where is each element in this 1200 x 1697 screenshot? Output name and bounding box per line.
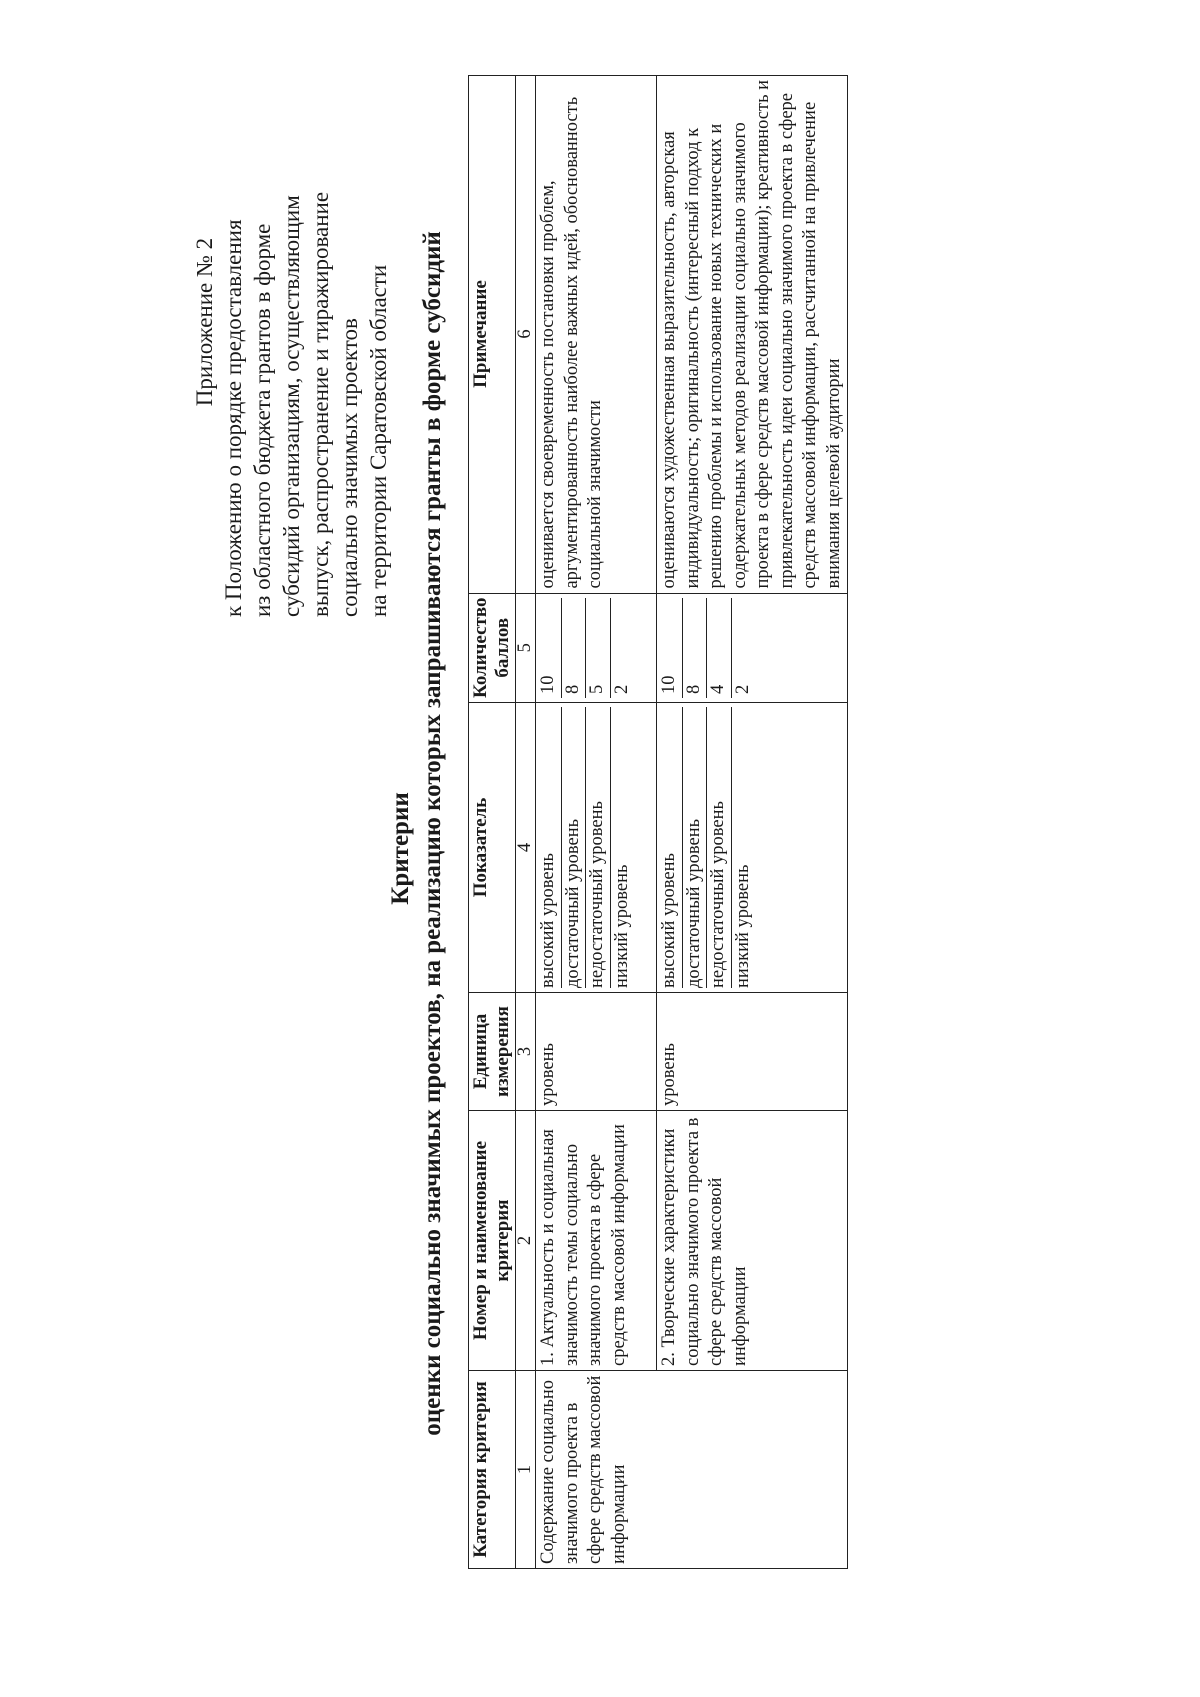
score-item: 10 xyxy=(537,598,562,698)
criterion-cell: 1. Актуальность и социальная значимость темы социально значимого проекта в сфере средств массовой информации xyxy=(536,1111,657,1371)
indicator-item: низкий уровень xyxy=(611,864,632,988)
appendix-line: на территории Саратовской области xyxy=(366,264,391,617)
table-row xyxy=(657,75,848,1568)
table-row xyxy=(536,75,657,1568)
indicator-item: низкий уровень xyxy=(732,864,753,988)
indicator-item: достаточный уровень xyxy=(562,707,587,988)
header-indicator: Показатель xyxy=(469,703,516,993)
score-item: 10 xyxy=(658,598,683,698)
header-score: Количество баллов xyxy=(469,593,516,702)
score-item: 8 xyxy=(683,598,708,698)
appendix-title: Приложение № 2 xyxy=(192,237,217,407)
criteria-table xyxy=(468,75,848,1569)
indicator-item: недостаточный уровень xyxy=(707,707,732,988)
table-header-row xyxy=(469,75,516,1568)
document-heading xyxy=(385,0,449,1697)
score-item: 2 xyxy=(611,684,632,694)
appendix-block xyxy=(190,57,393,617)
score-cell xyxy=(657,593,848,702)
column-number: 1 xyxy=(516,1371,536,1569)
column-number: 5 xyxy=(516,593,536,702)
indicator-cell xyxy=(657,703,848,993)
heading-title: Критерии xyxy=(387,792,414,905)
criterion-cell: 2. Творческие характеристики социально значимого проекта в сфере средств массовой информации xyxy=(657,1111,848,1371)
indicator-cell xyxy=(536,703,657,993)
indicator-item: достаточный уровень xyxy=(683,707,708,988)
header-unit: Единица измерения xyxy=(469,993,516,1111)
score-item: 2 xyxy=(732,684,753,694)
header-criterion: Номер и наименование критерия xyxy=(469,1111,516,1371)
unit-cell: уровень xyxy=(657,993,848,1111)
category-cell: Содержание социально значимого проекта в сфере средств массовой информации xyxy=(536,1371,848,1569)
indicator-item: высокий уровень xyxy=(537,707,562,988)
indicator-item: недостаточный уровень xyxy=(586,707,611,988)
appendix-line: из областного бюджета грантов в форме xyxy=(250,223,275,617)
appendix-line: выпуск, распространение и тиражирование xyxy=(308,191,333,617)
column-number: 4 xyxy=(516,703,536,993)
appendix-line: к Положению о порядке предоставления xyxy=(221,219,246,617)
column-number-row xyxy=(516,75,536,1568)
heading-subtitle: оценки социально значимых проектов, на реализацию которых запрашиваются гранты в форме субсидий xyxy=(419,231,446,1436)
score-item: 4 xyxy=(707,598,732,698)
column-number: 6 xyxy=(516,75,536,593)
unit-cell: уровень xyxy=(536,993,657,1111)
score-item: 5 xyxy=(586,598,611,698)
header-category: Категория критерия xyxy=(469,1371,516,1569)
column-number: 2 xyxy=(516,1111,536,1371)
appendix-line: социально значимых проектов xyxy=(337,318,362,617)
header-note: Примечание xyxy=(469,75,516,593)
note-cell: оценивается своевременность постановки проблем, аргументированность наиболее важных идей, обоснованность социальной значимости xyxy=(536,75,657,593)
appendix-line: субсидий организациям, осуществляющим xyxy=(279,195,304,617)
score-item: 8 xyxy=(562,598,587,698)
indicator-item: высокий уровень xyxy=(658,707,683,988)
column-number: 3 xyxy=(516,993,536,1111)
score-cell xyxy=(536,593,657,702)
note-cell: оцениваются художественная выразительность, авторская индивидуальность; оригинальность (интересный подход к решению проблемы и использование новых технических и содержательных методов реализации социально значимого проекта в сфере средств массовой информации); креативность и привлекательность идеи социально значимого проекта в сфере средств массовой информации, рассчитанной на привлечение внимания целевой аудитории xyxy=(657,75,848,593)
